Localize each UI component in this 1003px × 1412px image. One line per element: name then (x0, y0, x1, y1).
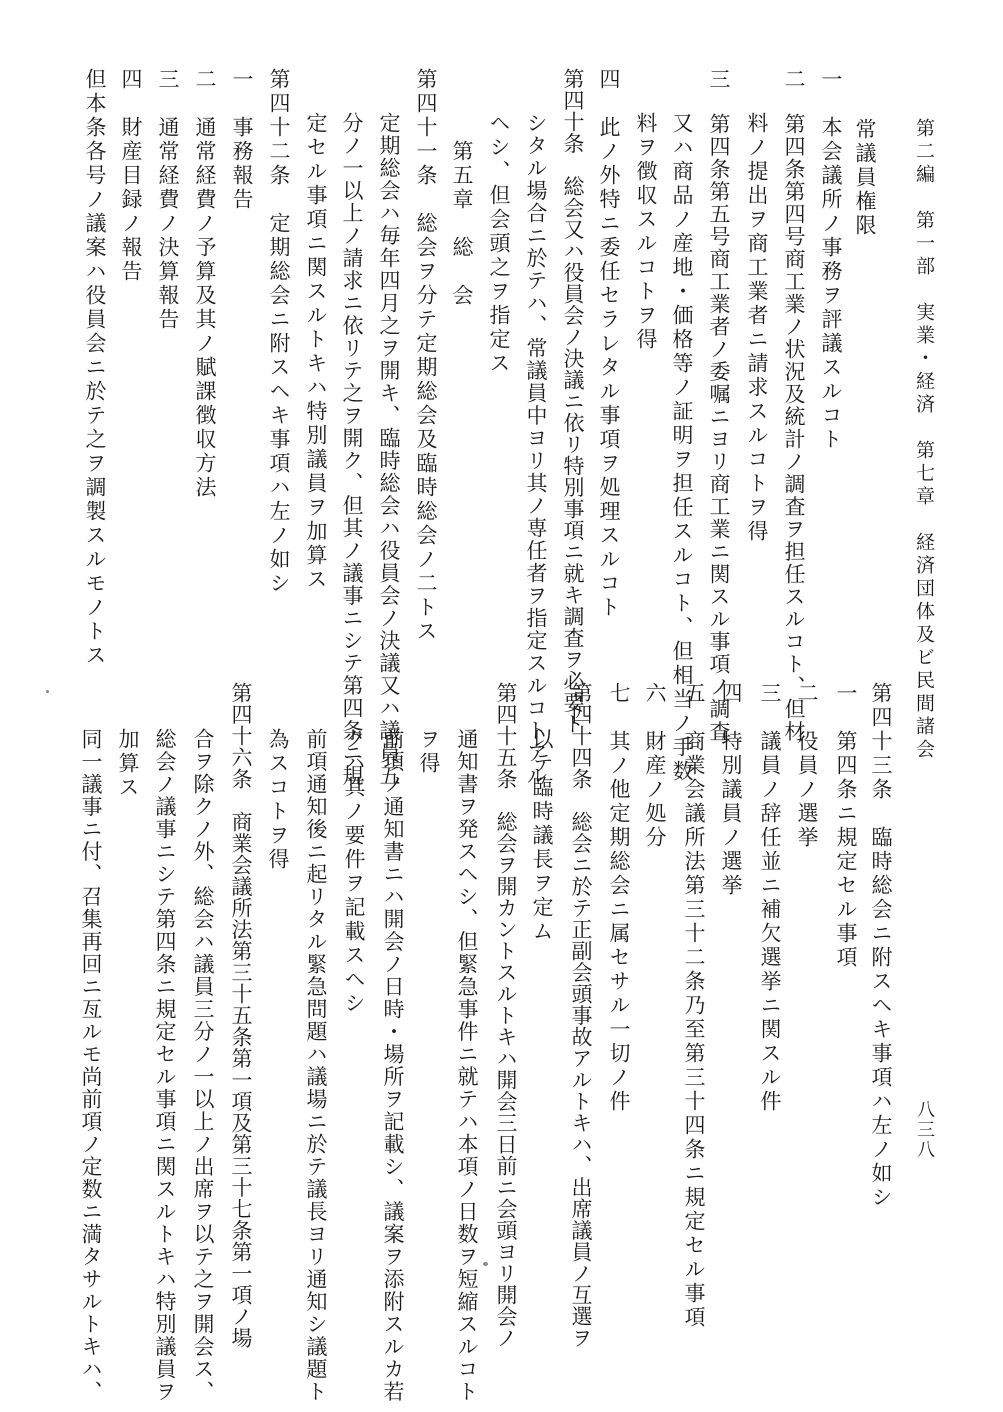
text-line: クハ其ノ要件ヲ記載スヘシ (342, 728, 366, 1016)
text-line: ヲ得 (417, 728, 441, 776)
text-line: 第四十二条 定期総会ニ附スヘキ事項ハ左ノ如シ (267, 68, 291, 596)
text-line: シタル場合ニ於テハ、常議員中ヨリ其ノ専任者ヲ指定スルコトアル (524, 112, 548, 787)
text-line: 定期総会ハ毎年四月之ヲ開キ、臨時総会ハ役員会ノ決議又ハ議員五 (377, 112, 401, 787)
text-line: 常議員権限 (853, 118, 877, 238)
text-line: 又ハ商品ノ産地・価格等ノ証明ヲ担任スルコト、但相当ノ手数 (670, 112, 694, 784)
text-line: 同一議事ニ付、召集再回ニ亙ルモ尚前項ノ定数ニ満タサルトキハ、 (79, 728, 103, 1403)
text-line: 分ノ一以上ノ請求ニ依リテ之ヲ開ク、但其ノ議事ニシテ第四条ニ規 (340, 112, 364, 787)
text-line: 第四十三条 臨時総会ニ附スヘキ事項ハ左ノ如シ (869, 682, 893, 1210)
text-line: 四 特別議員ノ選挙 (719, 682, 743, 898)
text-line: 総会ノ議事ニシテ第四条ニ規定セル事項ニ関スルトキハ特別議員ヲ (153, 728, 177, 1403)
text-line: 二 第四条第四号商工業ノ状況及統計ノ調査ヲ担任スルコト、但材 (782, 68, 806, 743)
text-line: 第四十条 総会又ハ役員会ノ決議ニ依リ特別事項ニ就キ調査ヲ必要ト (561, 68, 585, 735)
text-line: 定セル事項ニ関スルトキハ特別議員ヲ加算ス (304, 112, 328, 592)
text-line: ヘシ、但会頭之ヲ指定ス (487, 112, 511, 376)
text-line: 第四十四条 総会ニ於テ正副会頭事故アルトキハ、出席議員ノ互選ヲ (569, 682, 593, 1349)
scan-speck (483, 1262, 488, 1266)
text-line: 四 此ノ外特ニ委任セラレタル事項ヲ処理スルコト (597, 68, 621, 620)
text-line: 第四十五条 総会ヲ開カントスルトキハ開会三日前ニ会頭ヨリ開会ノ (494, 682, 518, 1349)
text-line: 五 商業会議所法第三十二条乃至第三十四条ニ規定セル事項 (682, 682, 706, 1330)
text-line: 六 財産ノ処分 (643, 682, 667, 850)
text-line: 但本条各号ノ議案ハ役員会ニ於テ之ヲ調製スルモノトス (83, 68, 107, 668)
text-line: 一 第四条ニ規定セル事項 (834, 682, 858, 970)
text-line: 料ヲ徴収スルコトヲ得 (634, 112, 658, 352)
text-line: 為スコトヲ得 (266, 728, 290, 872)
text-line: 前項ノ通知書ニハ開会ノ日時・場所ヲ記載シ、議案ヲ添附スルカ若 (381, 728, 405, 1403)
text-line: 合ヲ除クノ外、総会ハ議員三分ノ一以上ノ出席ヲ以テ之ヲ開会ス、 (191, 728, 215, 1403)
text-line: 三 議員ノ辞任並ニ補欠選挙ニ関スル件 (758, 682, 782, 1114)
text-line: 七 其ノ他定期総会ニ属セサル一切ノ件 (607, 682, 631, 1114)
text-line: 一 本会議所ノ事務ヲ評議スルコト (819, 68, 843, 452)
text-line: 第四十六条 商業会議所法第三十五条第一項及第三十七条第一項ノ場 (229, 682, 253, 1349)
text-line: 第五章 総 会 (450, 140, 474, 308)
text-line: 四 財産目録ノ報告 (119, 68, 143, 284)
text-line: 通知書ヲ発スヘシ、但緊急事件ニ就テハ本項ノ日数ヲ短縮スルコト (455, 728, 479, 1403)
text-line: 三 第四条第五号商工業者ノ委嘱ニヨリ商工業ニ関スル事項ノ調査 (707, 68, 731, 743)
running-title: 第二編 第一部 実業・経済 第七章 経済団体及ビ民間諸会 (913, 118, 935, 762)
text-line: 料ノ提出ヲ商工業者ニ請求スルコトヲ得 (745, 112, 769, 544)
text-line: 二 通常経費ノ予算及其ノ賦課徴収方法 (193, 68, 217, 500)
text-line: 三 通常経費ノ決算報告 (156, 68, 180, 332)
text-line: 以テ臨時議長ヲ定ム (530, 728, 554, 944)
text-line: 二 役員ノ選挙 (795, 682, 819, 850)
page-number: 八三八 (914, 1100, 935, 1160)
text-line: 加算ス (116, 728, 140, 800)
text-line: 一 事務報告 (230, 68, 254, 212)
text-line: 第四十一条 総会ヲ分テ定期総会及臨時総会ノ二トス (414, 68, 438, 644)
scan-speck (46, 690, 49, 693)
text-line: 前項通知後ニ起リタル緊急問題ハ議場ニ於テ議長ヨリ通知シ議題ト (304, 728, 328, 1403)
